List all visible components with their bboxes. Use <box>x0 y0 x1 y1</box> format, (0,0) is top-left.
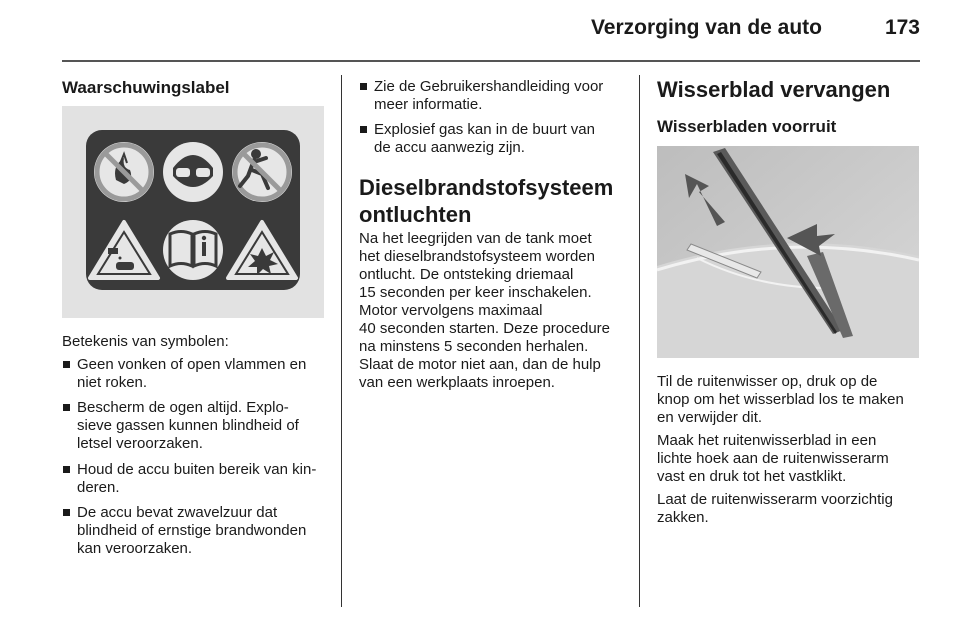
wiper-blade-icon <box>657 146 919 358</box>
page-number: 173 <box>884 16 920 39</box>
wiper-step-3: Laat de ruitenwisserarm voorzichtig zakken. <box>657 491 893 526</box>
warning-symbols <box>86 130 300 290</box>
subsection-heading: Wisserbladen voorruit <box>657 117 837 136</box>
symbols-intro: Betekenis van symbolen: <box>62 333 229 350</box>
wiper-blade-image <box>657 146 919 358</box>
wiper-step-1: Til de ruitenwisser op, druk op de knop om het wisserblad los te maken en verwijder dit. <box>657 373 904 426</box>
no-flame-icon <box>94 142 154 202</box>
wiper-step-2: Maak het ruitenwisserblad in een lichte hoek aan de ruitenwisserarm vast en druk tot het vastklikt. <box>657 432 889 485</box>
list-item: Bescherm de ogen altijd. Explo- sieve gassen kunnen blindheid of letsel veroorzaken. <box>62 399 299 453</box>
page-header-title: Verzorging van de auto <box>590 16 822 39</box>
column-divider <box>639 75 640 607</box>
column-divider <box>341 75 342 607</box>
warning-label-image <box>62 106 324 318</box>
section-heading-diesel: Dieselbrandstofsysteem ontluchten <box>359 175 614 227</box>
eye-protection-icon <box>163 142 223 202</box>
list-item: Houd de accu buiten bereik van kin- deren. <box>62 461 316 497</box>
section-heading-wiper: Wisserblad vervangen <box>657 77 891 102</box>
no-children-icon <box>232 142 292 202</box>
list-item: Geen vonken of open vlammen en niet roken. <box>62 356 306 392</box>
acid-warning-icon <box>90 222 158 278</box>
manual-icon <box>163 220 223 280</box>
list-item: Explosief gas kan in de buurt van de accu aanwezig zijn. <box>359 121 595 157</box>
list-item: De accu bevat zwavelzuur dat blindheid of ernstige brandwonden kan veroorzaken. <box>62 504 306 558</box>
header-rule <box>62 60 920 62</box>
section-heading: Waarschuwingslabel <box>62 78 230 97</box>
warning-label-panel <box>86 130 300 290</box>
explosion-warning-icon <box>228 222 296 278</box>
list-item: Zie de Gebruikershandleiding voor meer informatie. <box>359 78 603 114</box>
diesel-body-text: Na het leegrijden van de tank moet het dieselbrandstofsysteem worden ontlucht. De ontsteking driemaal 15 seconden per keer inschakelen. Motor vervolgens maximaal 40 seconden starten. Deze procedure na minstens 5 seconden herhalen. Slaat de motor niet aan, dan de hulp van een werkplaats inroepen. <box>359 230 610 391</box>
